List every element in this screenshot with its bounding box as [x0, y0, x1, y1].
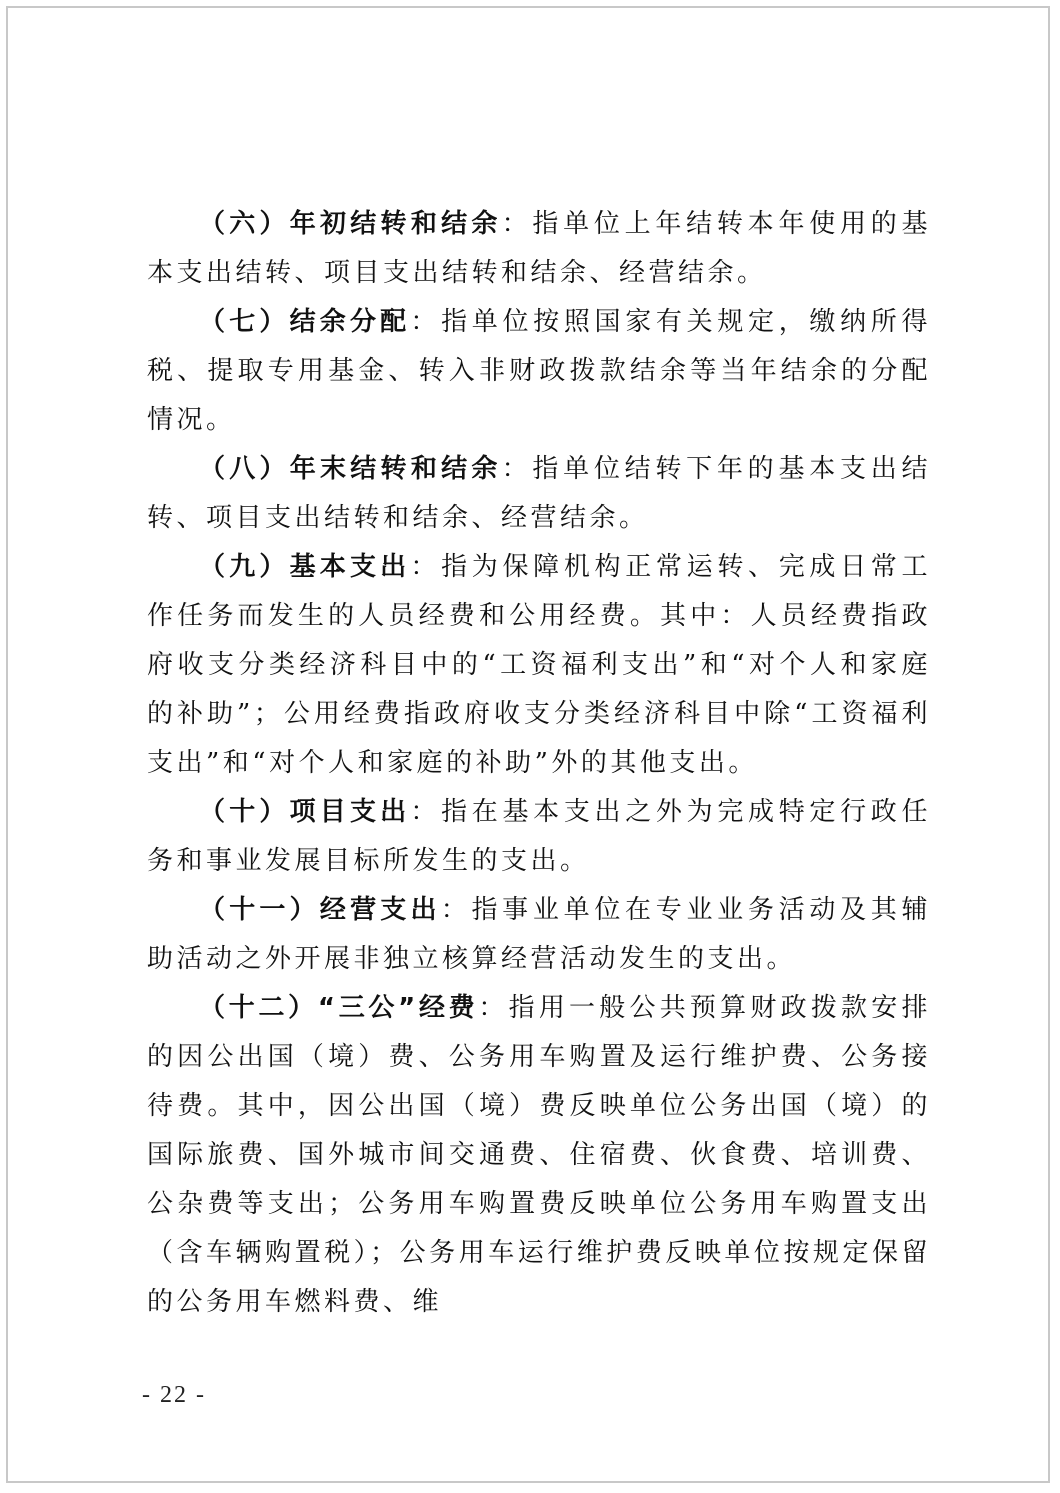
term-definition: ：指为保障机构正常运转、完成日常工作任务而发生的人员经费和公用经费。其中：人员经费指政府收支分类经济科目中的“工资福利支出”和“对个人和家庭的补助”；公用经费指政府收支分类经济科目中除“工资福利支出”和“对个人和家庭的补助”外的其他支出。 [147, 552, 931, 778]
paragraph-10 [147, 788, 931, 886]
term-definition: ：指单位上年结转本年使用的基本支出结转、项目支出结转和结余、经营结余。 [147, 209, 931, 288]
page-number: - 22 - [142, 1382, 206, 1408]
term-definition: ：指用一般公共预算财政拨款安排的因公出国（境）费、公务用车购置及运行维护费、公务接待费。其中，因公出国（境）费反映单位公务出国（境）的国际旅费、国外城市间交通费、住宿费、伙食费、培训费、公杂费等支出；公务用车购置费反映单位公务用车购置支出（含车辆购置税）；公务用车运行维护费反映单位按规定保留的公务用车燃料费、维 [147, 993, 931, 1317]
paragraph-8 [147, 445, 931, 543]
paragraph-12 [147, 984, 931, 1327]
term-definition: ：指事业单位在专业业务活动及其辅助活动之外开展非独立核算经营活动发生的支出。 [147, 895, 931, 974]
term-heading: （七）结余分配 [199, 307, 411, 337]
term-heading: （九）基本支出 [199, 552, 411, 582]
term-heading: （八）年末结转和结余 [199, 454, 502, 484]
document-page [6, 6, 1050, 1483]
paragraph-7 [147, 298, 931, 445]
term-heading: （六）年初结转和结余 [199, 209, 502, 239]
term-definition: ：指单位按照国家有关规定，缴纳所得税、提取专用基金、转入非财政拨款结余等当年结余的分配情况。 [147, 307, 931, 435]
term-heading: （十二）“三公”经费 [199, 993, 479, 1023]
paragraph-9 [147, 543, 931, 788]
paragraph-11 [147, 886, 931, 984]
document-body [147, 200, 931, 1327]
term-heading: （十）项目支出 [199, 797, 411, 827]
term-definition: ：指在基本支出之外为完成特定行政任务和事业发展目标所发生的支出。 [147, 797, 931, 876]
term-definition: ：指单位结转下年的基本支出结转、项目支出结转和结余、经营结余。 [147, 454, 931, 533]
paragraph-6 [147, 200, 931, 298]
term-heading: （十一）经营支出 [199, 895, 441, 925]
